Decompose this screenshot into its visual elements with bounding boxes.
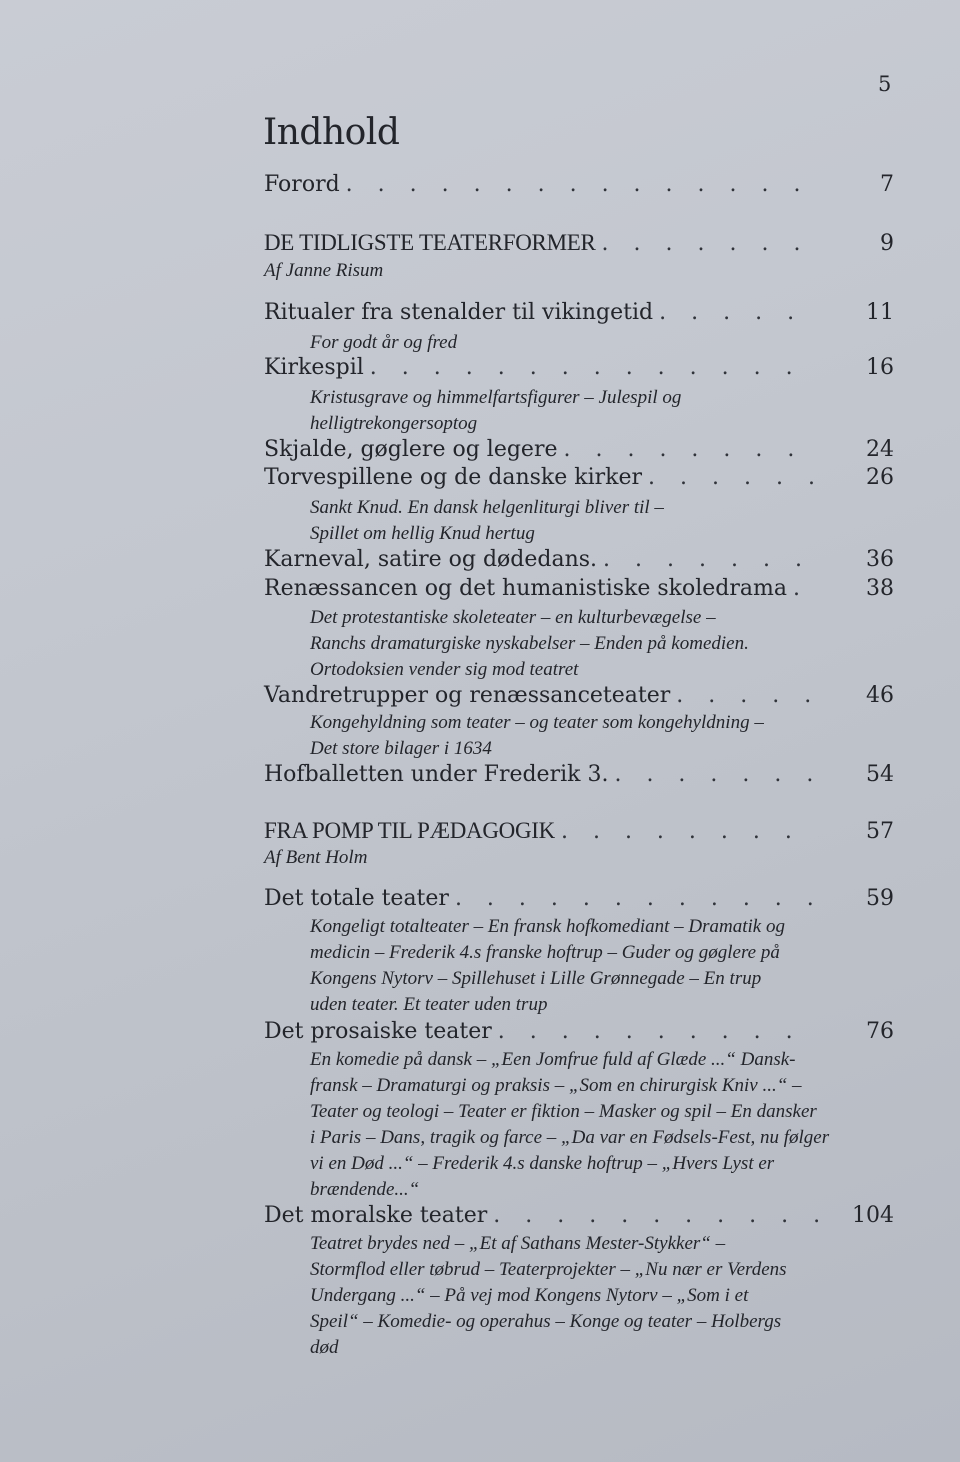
part1-author: Af Janne Risum: [264, 260, 384, 281]
entry-title: DE TIDLIGSTE TEATERFORMER: [264, 230, 596, 255]
subtopic-line: fransk – Dramaturgi og praksis – „Som en chirurgisk Kniv ...“ –: [310, 1075, 802, 1096]
totale-subtopics: [310, 914, 840, 1018]
entry-title: Forord: [264, 172, 340, 197]
subtopic-line: Speil“ – Komedie- og operahus – Konge og teater – Holbergs: [310, 1311, 782, 1332]
toc-entry-part2[interactable]: [264, 818, 894, 848]
subtopic-line: Stormflod eller tøbrud – Teaterprojekter – „Nu nær er Verdens: [310, 1259, 787, 1280]
toc-title: Indhold: [263, 112, 400, 153]
subtopic-line: Undergang ...“ – På vej mod Kongens Nytorv – „Som i et: [310, 1285, 749, 1306]
entry-page: 24: [866, 437, 894, 462]
subtopic-line: medicin – Frederik 4.s franske hoftrup – Guder og gøglere på: [310, 942, 780, 963]
subtopic-line: brændende...“: [310, 1179, 420, 1200]
entry-page: 104: [852, 1203, 894, 1228]
subtopic-line: Teater og teologi – Teater er fiktion – Masker og spil – En dansker: [310, 1101, 817, 1122]
subtopic-line: Teatret brydes ned – „Et af Sathans Mester-Stykker“ –: [310, 1233, 726, 1254]
dot-leader: [492, 1019, 819, 1044]
entry-title: Kirkespil: [264, 355, 364, 380]
entry-page: 16: [866, 355, 894, 380]
subtopic-line: Det protestantiske skoleteater – en kulturbevægelse –: [310, 607, 716, 628]
toc-entry-ritualer[interactable]: [264, 300, 894, 330]
dot-leader: [787, 576, 819, 601]
entry-page: 36: [866, 547, 894, 572]
dot-leader: [487, 1203, 819, 1228]
subtopic-line: Kristusgrave og himmelfartsfigurer – Julespil og: [310, 387, 682, 408]
toc-entry-skjalde[interactable]: [264, 437, 894, 467]
dot-leader: [449, 886, 819, 911]
subtopic-line: uden teater. Et teater uden trup: [310, 994, 548, 1015]
prosaiske-subtopics: [310, 1047, 840, 1203]
entry-page: 26: [866, 465, 894, 490]
subtopic-line: død: [310, 1337, 339, 1358]
entry-page: 7: [880, 172, 894, 197]
dot-leader: [340, 172, 819, 197]
entry-page: 38: [866, 576, 894, 601]
part2-author: Af Bent Holm: [264, 847, 368, 868]
page-number: 5: [878, 72, 892, 96]
subtopic-line: Det store bilager i 1634: [310, 738, 492, 759]
subtopic-line: Ranchs dramaturgiske nyskabelser – Enden på komedien.: [310, 633, 749, 654]
subtopic-line: Kongeligt totalteater – En fransk hofkomediant – Dramatik og: [310, 916, 785, 937]
dot-leader: [653, 300, 819, 325]
entry-page: 9: [880, 231, 894, 256]
entry-title: Renæssancen og det humanistiske skoledrama: [264, 576, 787, 601]
entry-page: 57: [866, 819, 894, 844]
toc-entry-karneval[interactable]: [264, 547, 894, 577]
toc-entry-totale[interactable]: [264, 886, 894, 916]
entry-title: Karneval, satire og dødedans.: [264, 547, 598, 572]
subtopic-line: helligtrekongersoptog: [310, 413, 478, 434]
entry-page: 46: [866, 683, 894, 708]
toc-entry-torvespillene[interactable]: [264, 465, 894, 495]
entry-title: Torvespillene og de danske kirker: [264, 465, 643, 490]
entry-page: 76: [866, 1019, 894, 1044]
subtopic-line: For godt år og fred: [310, 332, 458, 353]
dot-leader: [608, 762, 819, 787]
toc-entry-prosaiske[interactable]: [264, 1019, 894, 1049]
moralske-subtopics: [310, 1231, 840, 1361]
dot-leader: [642, 465, 819, 490]
dot-leader: [597, 547, 819, 572]
entry-page: 59: [866, 886, 894, 911]
dot-leader: [364, 355, 819, 380]
entry-page: 54: [866, 762, 894, 787]
entry-title: Ritualer fra stenalder til vikingetid: [264, 300, 654, 325]
subtopic-line: Kongehyldning som teater – og teater som kongehyldning –: [310, 712, 764, 733]
toc-entry-forord[interactable]: [264, 172, 894, 202]
renaessancen-subtopics: [310, 605, 840, 683]
toc-entry-vandretrupper[interactable]: [264, 683, 894, 713]
entry-title: Skjalde, gøglere og legere: [264, 437, 558, 462]
entry-title: FRA POMP TIL PÆDAGOGIK: [264, 818, 555, 843]
toc-entry-moralske[interactable]: [264, 1203, 894, 1233]
subtopic-line: En komedie på dansk – „Een Jomfrue fuld af Glæde ...“ Dansk-: [310, 1049, 796, 1070]
dot-leader: [596, 231, 819, 256]
subtopic-line: Spillet om hellig Knud hertug: [310, 523, 535, 544]
vandretrupper-subtopics: [310, 710, 840, 762]
subtopic-line: vi en Død ...“ – Frederik 4.s danske hoftrup – „Hvers Lyst er: [310, 1153, 775, 1174]
toc-entry-hofballetten[interactable]: [264, 762, 894, 792]
toc-entry-renaessancen[interactable]: [264, 576, 894, 606]
kirkespil-subtopics: [310, 385, 840, 437]
dot-leader: [555, 819, 819, 844]
toc-entry-kirkespil[interactable]: [264, 355, 894, 385]
entry-title: Hofballetten under Frederik 3.: [264, 762, 609, 787]
entry-title: Det totale teater: [264, 886, 449, 911]
toc-entry-part1[interactable]: [264, 230, 894, 260]
dot-leader: [670, 683, 819, 708]
dot-leader: [557, 437, 819, 462]
ritualer-subtopics: [310, 330, 840, 356]
subtopic-line: Ortodoksien vender sig mod teatret: [310, 659, 579, 680]
entry-title: Det prosaiske teater: [264, 1019, 492, 1044]
subtopic-line: Kongens Nytorv – Spillehuset i Lille Grønnegade – En trup: [310, 968, 762, 989]
entry-title: Det moralske teater: [264, 1203, 488, 1228]
entry-page: 11: [866, 300, 894, 325]
torvespillene-subtopics: [310, 495, 840, 547]
entry-title: Vandretrupper og renæssanceteater: [264, 683, 671, 708]
subtopic-line: Sankt Knud. En dansk helgenliturgi bliver til –: [310, 497, 664, 518]
subtopic-line: i Paris – Dans, tragik og farce – „Da var en Fødsels-Fest, nu følger: [310, 1127, 830, 1148]
